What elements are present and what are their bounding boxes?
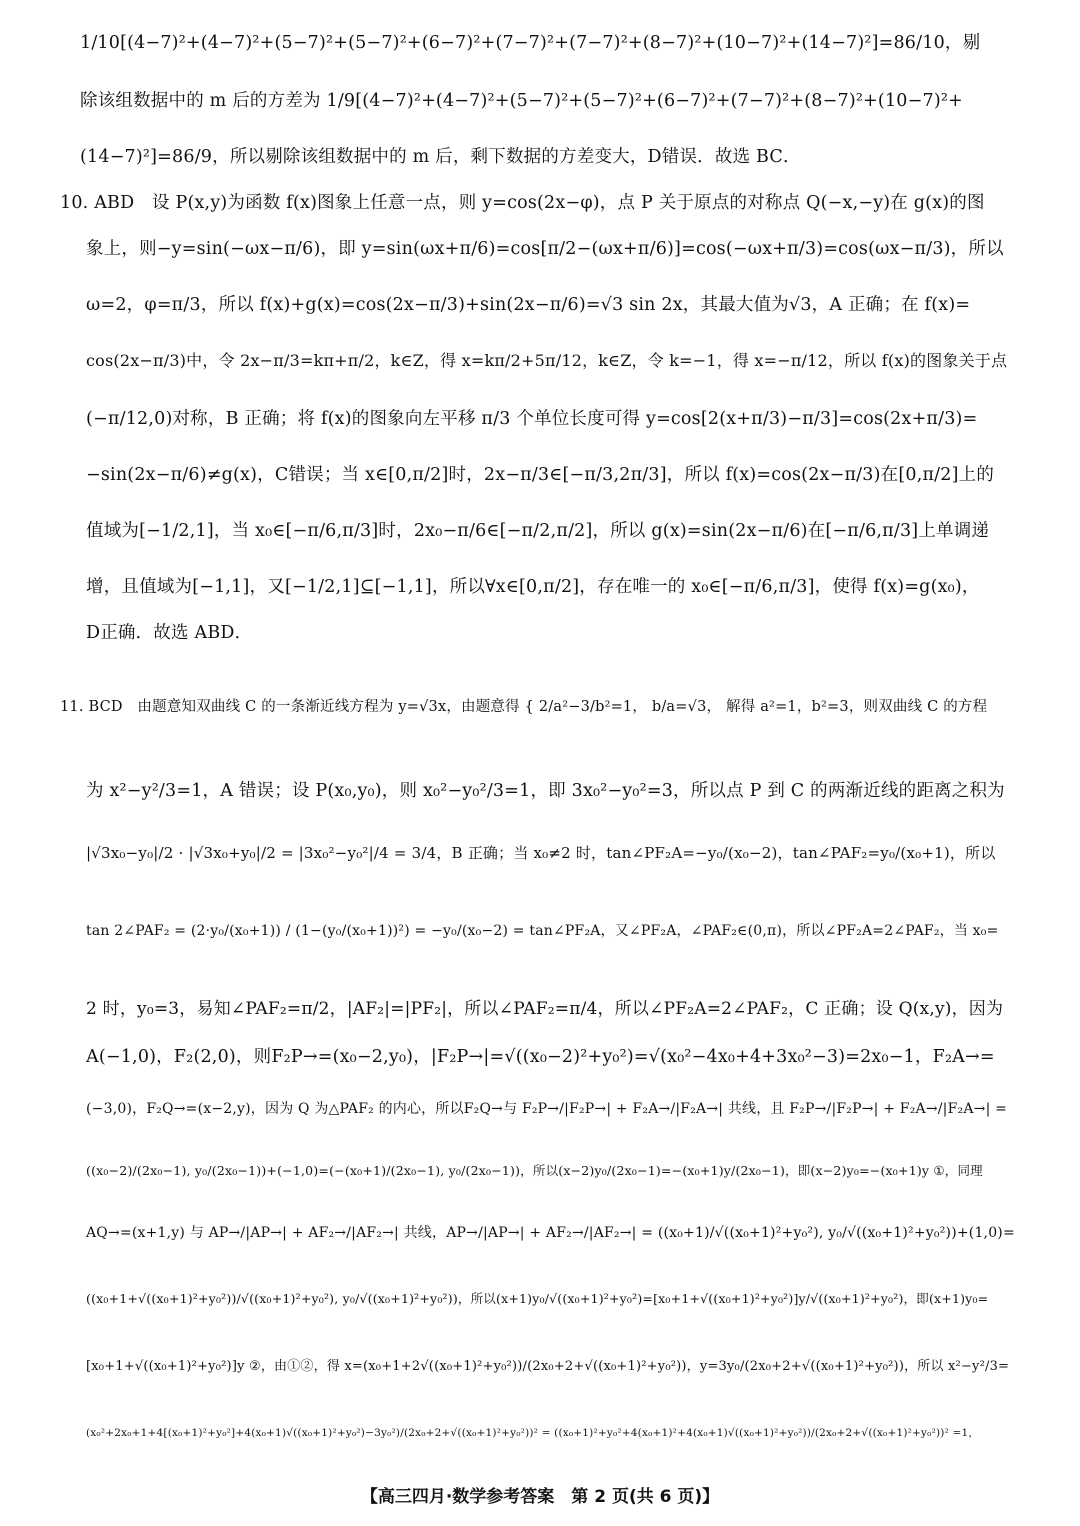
- problem-11-line-7: (−3,0)，F₂Q→=(x−2,y)，因为 Q 为△PAF₂ 的内心，所以F₂Q→与 F₂P→/|F₂P→| + F₂A→/|F₂A→| 共线，且 F₂P→/|F₂P→| + F₂A→/|F₂A→| =: [86, 1101, 1008, 1117]
- problem-10-line-9: D正确．故选 ABD．: [86, 623, 253, 643]
- text-line-3: (14−7)²]=86/9，所以剔除该组数据中的 m 后，剩下数据的方差变大，D错误．故选 BC．: [80, 147, 801, 167]
- problem-11-line-10: ((x₀+1+√((x₀+1)²+y₀²))/√((x₀+1)²+y₀²), y₀/√((x₀+1)²+y₀²))，所以(x+1)y₀/√((x₀+1)²+y₀²)=[x₀+1+√((x₀+1)²+y₀²)]y/√((x₀+1)²+y₀²)，即(x+1)y₀=: [86, 1291, 989, 1306]
- problem-11-line-11: [x₀+1+√((x₀+1)²+y₀²)]y ②，由①②，得 x=(x₀+1+2√((x₀+1)²+y₀²))/(2x₀+2+√((x₀+1)²+y₀²))，y=3y₀/(2x₀+2+√((x₀+1)²+y₀²))，所以 x²−y²/3=: [86, 1359, 1010, 1374]
- problem-10-line-3: ω=2，φ=π/3，所以 f(x)+g(x)=cos(2x−π/3)+sin(2x−π/6)=√3 sin 2x，其最大值为√3，A 正确；在 f(x)=: [86, 295, 971, 315]
- problem-10-line-5: (−π/12,0)对称，B 正确；将 f(x)的图象向左平移 π/3 个单位长度可得 y=cos[2(x+π/3)−π/3]=cos(2x+π/3)=: [86, 409, 978, 429]
- problem-11-line-8: ((x₀−2)/(2x₀−1), y₀/(2x₀−1))+(−1,0)=(−(x₀+1)/(2x₀−1), y₀/(2x₀−1))，所以(x−2)y₀/(2x₀−1)=−(x₀+1)y/(2x₀−1)，即(x−2)y₀=−(x₀+1)y ①，同理: [86, 1163, 983, 1178]
- problem-11-line-5: 2 时，y₀=3，易知∠PAF₂=π/2，|AF₂|=|PF₂|，所以∠PAF₂=π/4，所以∠PF₂A=2∠PAF₂，C 正确；设 Q(x,y)，因为: [86, 999, 1004, 1019]
- problem-10-line-2: 象上，则−y=sin(−ωx−π/6)，即 y=sin(ωx+π/6)=cos[π/2−(ωx+π/6)]=cos(−ωx+π/3)=cos(ωx−π/3)，所以: [86, 239, 1004, 259]
- problem-11-line-6: A(−1,0)，F₂(2,0)，则F₂P→=(x₀−2,y₀)，|F₂P→|=√((x₀−2)²+y₀²)=√(x₀²−4x₀+4+3x₀²−3)=2x₀−1，F₂A→=: [86, 1047, 995, 1067]
- problem-11-line-2: 为 x²−y²/3=1，A 错误；设 P(x₀,y₀)，则 x₀²−y₀²/3=1，即 3x₀²−y₀²=3，所以点 P 到 C 的两渐近线的距离之积为: [86, 781, 1005, 801]
- problem-11-line-12: (x₀²+2x₀+1+4[(x₀+1)²+y₀²]+4(x₀+1)√((x₀+1)²+y₀²)−3y₀²)/(2x₀+2+√((x₀+1)²+y₀²))² = ((x₀+1)²+y₀²+4(x₀+1)²+4(x₀+1)√((x₀+1)²+y₀²))/(2x₀+2+√((x₀+1)²+y₀²))² =1，: [86, 1427, 980, 1439]
- problem-10-line-7: 值域为[−1/2,1]，当 x₀∈[−π/6,π/3]时，2x₀−π/6∈[−π/2,π/2]，所以 g(x)=sin(2x−π/6)在[−π/6,π/3]上单调递: [86, 521, 990, 541]
- problem-11-line-9: AQ→=(x+1,y) 与 AP→/|AP→| + AF₂→/|AF₂→| 共线，AP→/|AP→| + AF₂→/|AF₂→| = ((x₀+1)/√((x₀+1)²+y₀²), y₀/√((x₀+1)²+y₀²))+(1,0)=: [86, 1225, 1015, 1241]
- text-line-1: 1/10[(4−7)²+(4−7)²+(5−7)²+(5−7)²+(6−7)²+(7−7)²+(7−7)²+(8−7)²+(10−7)²+(14−7)²]=86/10，剔: [80, 33, 981, 53]
- problem-10-line-8: 增，且值域为[−1,1]，又[−1/2,1]⊆[−1,1]，所以∀x∈[0,π/2]，存在唯一的 x₀∈[−π/6,π/3]，使得 f(x)=g(x₀)，: [86, 577, 980, 597]
- text-line-2: 除该组数据中的 m 后的方差为 1/9[(4−7)²+(4−7)²+(5−7)²+(5−7)²+(6−7)²+(7−7)²+(8−7)²+(10−7)²+: [80, 91, 963, 111]
- problem-10-line-4: cos(2x−π/3)中，令 2x−π/3=kπ+π/2，k∈Z，得 x=kπ/2+5π/12，k∈Z，令 k=−1，得 x=−π/12，所以 f(x)的图象关于点: [86, 351, 1008, 370]
- problem-10-line-6: −sin(2x−π/6)≠g(x)，C错误；当 x∈[0,π/2]时，2x−π/3∈[−π/3,2π/3]，所以 f(x)=cos(2x−π/3)在[0,π/2]上的: [86, 465, 995, 485]
- problem-10-line-1: 10. ABD 设 P(x,y)为函数 f(x)图象上任意一点，则 y=cos(2x−φ)，点 P 关于原点的对称点 Q(−x,−y)在 g(x)的图: [60, 193, 985, 213]
- problem-11-line-4: tan 2∠PAF₂ = (2·y₀/(x₀+1)) / (1−(y₀/(x₀+1))²) = −y₀/(x₀−2) = tan∠PF₂A，又∠PF₂A，∠PAF₂∈(0,π)，所以∠PF₂A=2∠PAF₂，当 x₀=: [86, 923, 999, 939]
- problem-11-line-3: |√3x₀−y₀|/2 · |√3x₀+y₀|/2 = |3x₀²−y₀²|/4 = 3/4，B 正确；当 x₀≠2 时，tan∠PF₂A=−y₀/(x₀−2)，tan∠PAF₂=y₀/(x₀+1)，所以: [86, 844, 996, 862]
- page-footer: 【高三四月·数学参考答案 第 2 页(共 6 页)】: [360, 1487, 720, 1507]
- problem-11-line-1: 11. BCD 由题意知双曲线 C 的一条渐近线方程为 y=√3x，由题意得 { 2/a²−3/b²=1， b/a=√3， 解得 a²=1，b²=3，则双曲线 C 的方程: [60, 699, 988, 715]
